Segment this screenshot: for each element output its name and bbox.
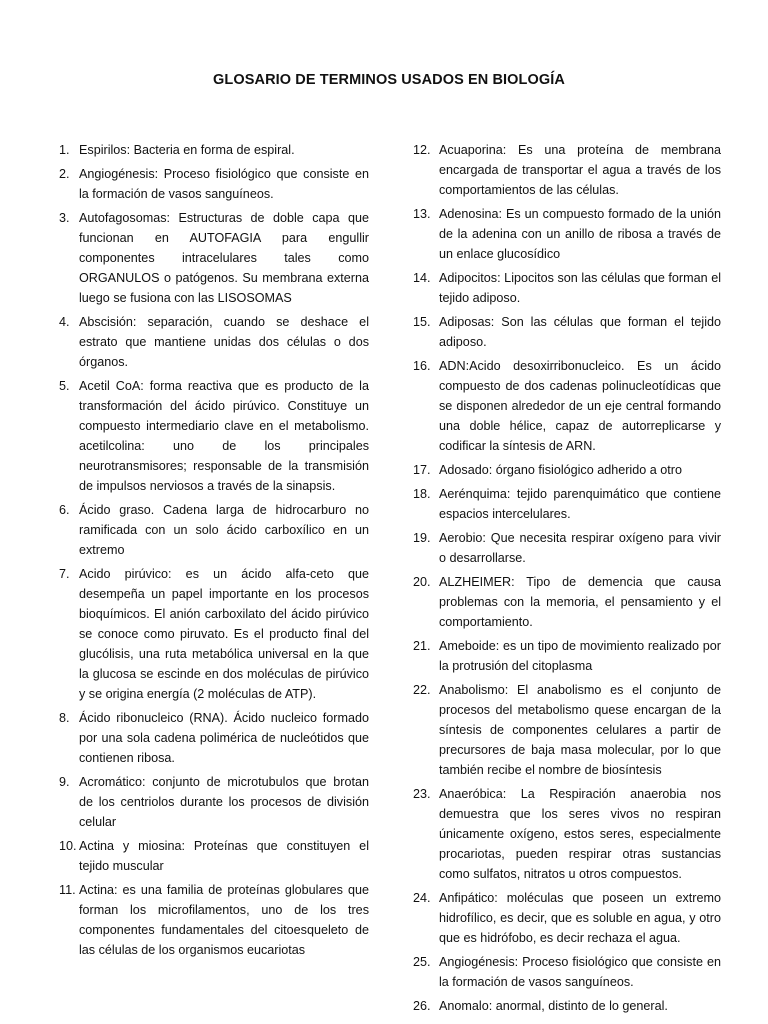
entry-definition: Acromático: conjunto de microtubulos que brotan de los centriolos durante los procesos de división celular [79,775,369,829]
glossary-entry [413,204,721,264]
entry-number: 26. [413,999,431,1013]
entry-definition: Espirilos: Bacteria en forma de espiral. [79,143,295,157]
entry-number: 19. [413,531,431,545]
glossary-entry [413,460,721,480]
entry-definition: Adenosina: Es un compuesto formado de la unión de la adenina con un anillo de ribosa a través de un enlace glucosídico [439,207,721,261]
glossary-entry [413,636,721,676]
entry-definition: Abscisión: separación, cuando se deshace el estrato que mantiene unidas dos células o dos órganos. [79,315,369,369]
entry-number: 3. [59,211,70,225]
glossary-entry [413,996,721,1016]
glossary-entry [59,880,369,960]
glossary-entry [413,356,721,456]
glossary-entry [59,312,369,372]
entry-definition: Adipocitos: Lipocitos son las células que forman el tejido adiposo. [439,271,721,305]
glossary-column-right [413,140,721,1020]
glossary-entry [59,836,369,876]
entry-definition: ALZHEIMER: Tipo de demencia que causa problemas con la memoria, el pensamiento y el comportamiento. [439,575,721,629]
entry-definition: Angiogénesis: Proceso fisiológico que consiste en la formación de vasos sanguíneos. [439,955,721,989]
entry-number: 4. [59,315,70,329]
glossary-entry [59,772,369,832]
entry-number: 10. [59,839,77,853]
entry-definition: ADN:Acido desoxirribonucleico. Es un ácido compuesto de dos cadenas polinucleotídicas que se disponen alrededor de un eje central formando una doble hélice, capaz de autorreplicarse y codificar la síntesis de ARN. [439,359,721,453]
entry-definition: Angiogénesis: Proceso fisiológico que consiste en la formación de vasos sanguíneos. [79,167,369,201]
entry-number: 12. [413,143,431,157]
glossary-entry [413,528,721,568]
glossary-entry [59,376,369,496]
glossary-entry [413,888,721,948]
entry-number: 7. [59,567,70,581]
entry-number: 14. [413,271,431,285]
entry-number: 17. [413,463,431,477]
entry-number: 20. [413,575,431,589]
entry-definition: Ameboide: es un tipo de movimiento realizado por la protrusión del citoplasma [439,639,721,673]
entry-definition: Ácido graso. Cadena larga de hidrocarburo no ramificada con un solo ácido carboxílico en un extremo [79,503,369,557]
entry-definition: Anabolismo: El anabolismo es el conjunto de procesos del metabolismo quese encargan de la síntesis de componentes celulares a partir de precursores de baja masa molecular, por lo que también recibe el nombre de biosíntesis [439,683,721,777]
entry-number: 18. [413,487,431,501]
entry-number: 2. [59,167,70,181]
entry-definition: Anaeróbica: La Respiración anaerobia nos demuestra que los seres vivos no respiran únicamente oxígeno, estos seres, especialmente procariotas, pueden respirar otras sustancias como sulfatos, nitratos u otros compuestos. [439,787,721,881]
entry-definition: Actina: es una familia de proteínas globulares que forman los microfilamentos, uno de los tres componentes fundamentales del citoesqueleto de las células de los organismos eucariotas [79,883,369,957]
glossary-entry [59,500,369,560]
entry-number: 22. [413,683,431,697]
entry-number: 13. [413,207,431,221]
entry-definition: Anfipático: moléculas que poseen un extremo hidrofílico, es decir, que es soluble en agua, y otro que es hidrófobo, es decir rechaza el agua. [439,891,721,945]
glossary-entry [413,680,721,780]
glossary-entry [59,140,369,160]
entry-definition: Adiposas: Son las células que forman el tejido adiposo. [439,315,721,349]
entry-number: 21. [413,639,431,653]
entry-number: 24. [413,891,431,905]
entry-definition: Acido pirúvico: es un ácido alfa-ceto que desempeña un papel importante en los procesos bioquímicos. El anión carboxilato del ácido pirúvico se conoce como piruvato. Es el producto final del glucólisis, una ruta metabólica universal en la que la glucosa se escinde en dos moléculas de pirúvico y se origina energía (2 moléculas de ATP). [79,567,369,701]
entry-number: 11. [59,883,76,897]
entry-number: 1. [59,143,70,157]
entry-definition: Actina y miosina: Proteínas que constituyen el tejido muscular [79,839,369,873]
glossary-entry [413,484,721,524]
glossary-entry [59,164,369,204]
entry-number: 5. [59,379,70,393]
entry-definition: Adosado: órgano fisiológico adherido a otro [439,463,682,477]
entry-definition: Anomalo: anormal, distinto de lo general. [439,999,668,1013]
glossary-entry [413,572,721,632]
glossary-entry [59,708,369,768]
glossary-entry [59,208,369,308]
page-title: GLOSARIO DE TERMINOS USADOS EN BIOLOGÍA [213,72,565,88]
entry-definition: Ácido ribonucleico (RNA). Ácido nucleico formado por una sola cadena polimérica de nucleótidos que contienen ribosa. [79,711,369,765]
entry-definition: Acetil CoA: forma reactiva que es producto de la transformación del ácido pirúvico. Constituye un compuesto intermediario clave en el metabolismo. acetilcolina: uno de los principales neurotransmisores; responsable de la transmisión de impulsos nerviosos a través de la sinapsis. [79,379,369,493]
entry-definition: Acuaporina: Es una proteína de membrana encargada de transportar el agua a través de los comportamientos de las células. [439,143,721,197]
entry-definition: Aerobio: Que necesita respirar oxígeno para vivir o desarrollarse. [439,531,721,565]
glossary-entry [59,564,369,704]
entry-number: 16. [413,359,431,373]
entry-number: 9. [59,775,70,789]
glossary-column-left [59,140,369,964]
entry-number: 8. [59,711,70,725]
entry-number: 25. [413,955,431,969]
entry-definition: Aerénquima: tejido parenquimático que contiene espacios intercelulares. [439,487,721,521]
glossary-entry [413,952,721,992]
entry-number: 6. [59,503,70,517]
glossary-entry [413,140,721,200]
glossary-entry [413,312,721,352]
entry-definition: Autofagosomas: Estructuras de doble capa que funcionan en AUTOFAGIA para engullir componentes intracelulares tales como ORGANULOS o patógenos. Su membrana externa luego se fusiona con las LISOSOMAS [79,211,369,305]
glossary-entry [413,784,721,884]
entry-number: 15. [413,315,431,329]
glossary-entry [413,268,721,308]
entry-number: 23. [413,787,431,801]
